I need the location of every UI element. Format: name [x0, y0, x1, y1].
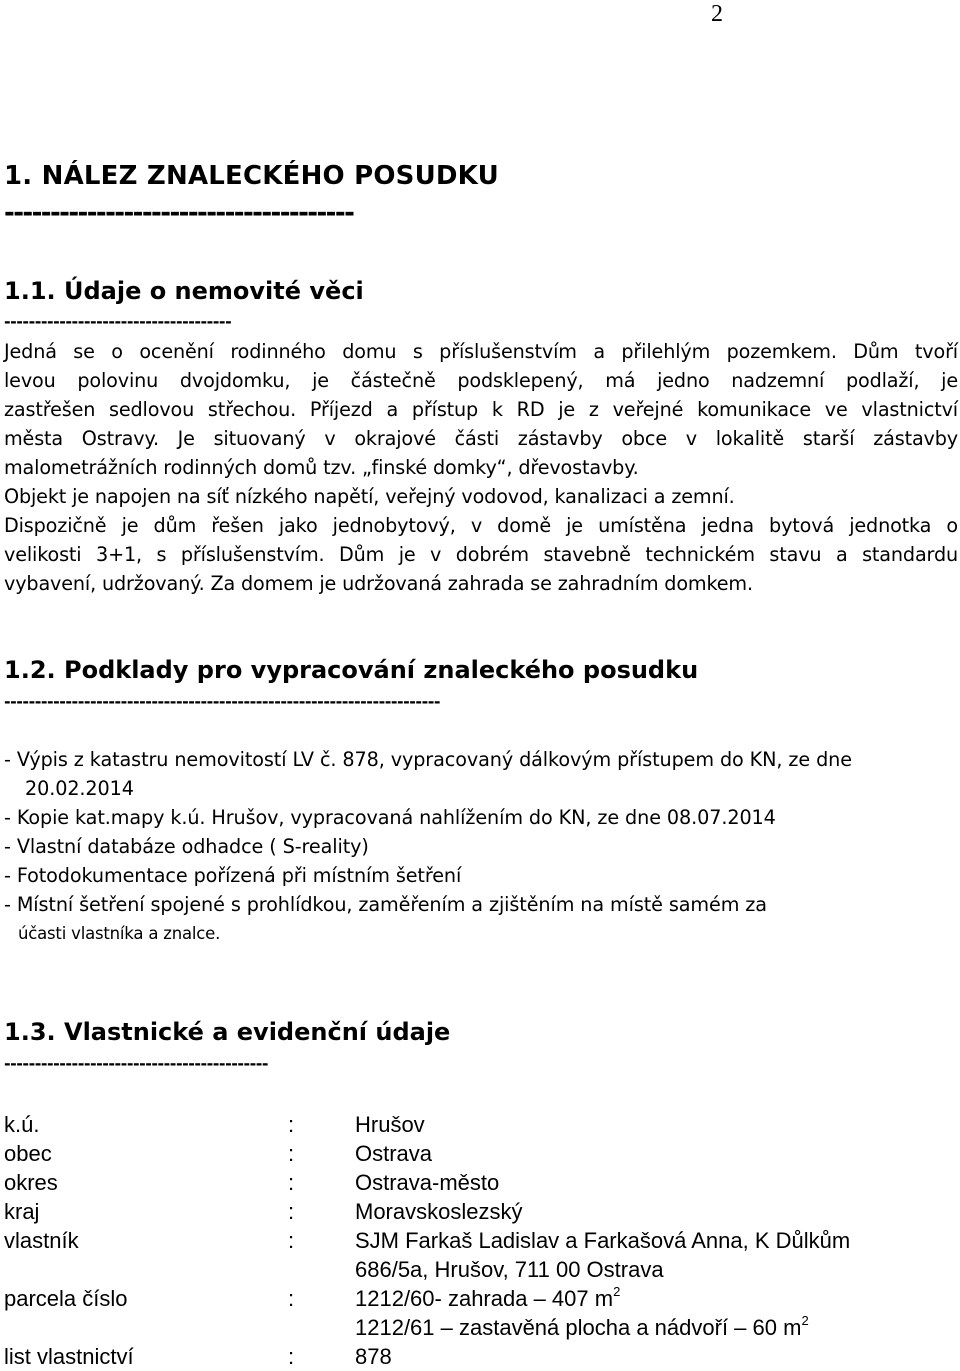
description-line: města Ostravy. Je situovaný v okrajové části zástavby obce v lokalitě starší zástavby: [4, 427, 958, 450]
superscript: 2: [801, 1313, 809, 1328]
section-1-1-underline: -------------------------------------: [4, 312, 232, 331]
row-colon: :: [288, 1170, 295, 1195]
list-item: - Vlastní databáze odhadce ( S-reality): [4, 835, 369, 858]
description-line: Jedná se o ocenění rodinného domu s příslušenstvím a přilehlým pozemkem. Dům tvoří: [4, 340, 958, 363]
description-line: malometrážních rodinných domů tzv. „finské domky“, dřevostavby.: [4, 456, 639, 479]
row-value: SJM Farkaš Ladislav a Farkašová Anna, K Důlkům: [355, 1228, 851, 1253]
list-item: - Kopie kat.mapy k.ú. Hrušov, vypracovaná nahlížením do KN, ze dne 08.07.2014: [4, 806, 776, 829]
description-line: levou polovinu dvojdomku, je částečně podsklepený, má jedno nadzemní podlaží, je: [4, 369, 958, 392]
list-item: - Místní šetření spojené s prohlídkou, zaměřením a zjištěním na místě samém za: [4, 893, 767, 916]
description-line: zastřešen sedlovou střechou. Příjezd a přístup k RD je z veřejné komunikace ve vlastnictví: [4, 398, 958, 421]
list-item: 20.02.2014: [25, 777, 134, 800]
description-line: velikosti 3+1, s příslušenstvím. Dům je v dobrém stavebně technickém stavu a standardu: [4, 543, 958, 566]
row-colon: :: [288, 1112, 295, 1137]
row-label: k.ú.: [4, 1112, 40, 1137]
row-value: Ostrava: [355, 1141, 433, 1166]
row-colon: :: [288, 1344, 295, 1369]
row-colon: :: [288, 1141, 295, 1166]
row-value-text: 1212/61 – zastavěná plocha a nádvoří – 60 m: [355, 1315, 802, 1340]
row-value: Moravskoslezský: [355, 1199, 523, 1224]
row-label: vlastník: [4, 1228, 79, 1253]
section-1-heading: 1. NÁLEZ ZNALECKÉHO POSUDKU: [4, 161, 499, 191]
list-item: - Fotodokumentace pořízená při místním šetření: [4, 864, 462, 887]
section-1-underline: --------------------------------------: [4, 198, 354, 228]
section-1-2-heading: 1.2. Podklady pro vypracování znaleckého posudku: [4, 656, 699, 684]
superscript: 2: [613, 1284, 621, 1299]
row-colon: :: [288, 1286, 295, 1311]
row-label: okres: [4, 1170, 58, 1195]
section-1-2-underline: -----------------------------------------------------------------------: [4, 692, 440, 711]
row-value: Ostrava-město: [355, 1170, 500, 1195]
page-number: 2: [711, 1, 723, 27]
row-value: [355, 1313, 809, 1342]
row-colon: :: [288, 1199, 295, 1224]
list-item: - Výpis z katastru nemovitostí LV č. 878, vypracovaný dálkovým přístupem do KN, ze dne: [4, 748, 852, 771]
row-label: obec: [4, 1141, 52, 1166]
row-value: 878: [355, 1344, 392, 1369]
row-value: 686/5a, Hrušov, 711 00 Ostrava: [355, 1257, 664, 1282]
section-1-3-heading: 1.3. Vlastnické a evidenční údaje: [4, 1018, 451, 1046]
row-value-text: 1212/60- zahrada – 407 m: [355, 1286, 614, 1311]
row-value: Hrušov: [355, 1112, 425, 1137]
row-label: parcela číslo: [4, 1286, 128, 1311]
row-label: kraj: [4, 1199, 40, 1224]
row-colon: :: [288, 1228, 295, 1253]
description-line: Dispozičně je dům řešen jako jednobytový, v domě je umístěna jedna bytová jednotka o: [4, 514, 958, 537]
section-1-1-heading: 1.1. Údaje o nemovité věci: [4, 277, 364, 305]
description-line: Objekt je napojen na síť nízkého napětí, veřejný vodovod, kanalizaci a zemní.: [4, 485, 735, 508]
sources-list: [4, 745, 852, 948]
list-item: účasti vlastníka a znalce.: [18, 924, 221, 943]
row-label: list vlastnictví: [4, 1344, 134, 1369]
property-description: [4, 337, 958, 598]
row-value: [355, 1284, 620, 1313]
section-1-3-underline: -------------------------------------------: [4, 1054, 269, 1073]
description-line: vybavení, udržovaný. Za domem je udržovaná zahrada se zahradním domkem.: [4, 572, 753, 595]
